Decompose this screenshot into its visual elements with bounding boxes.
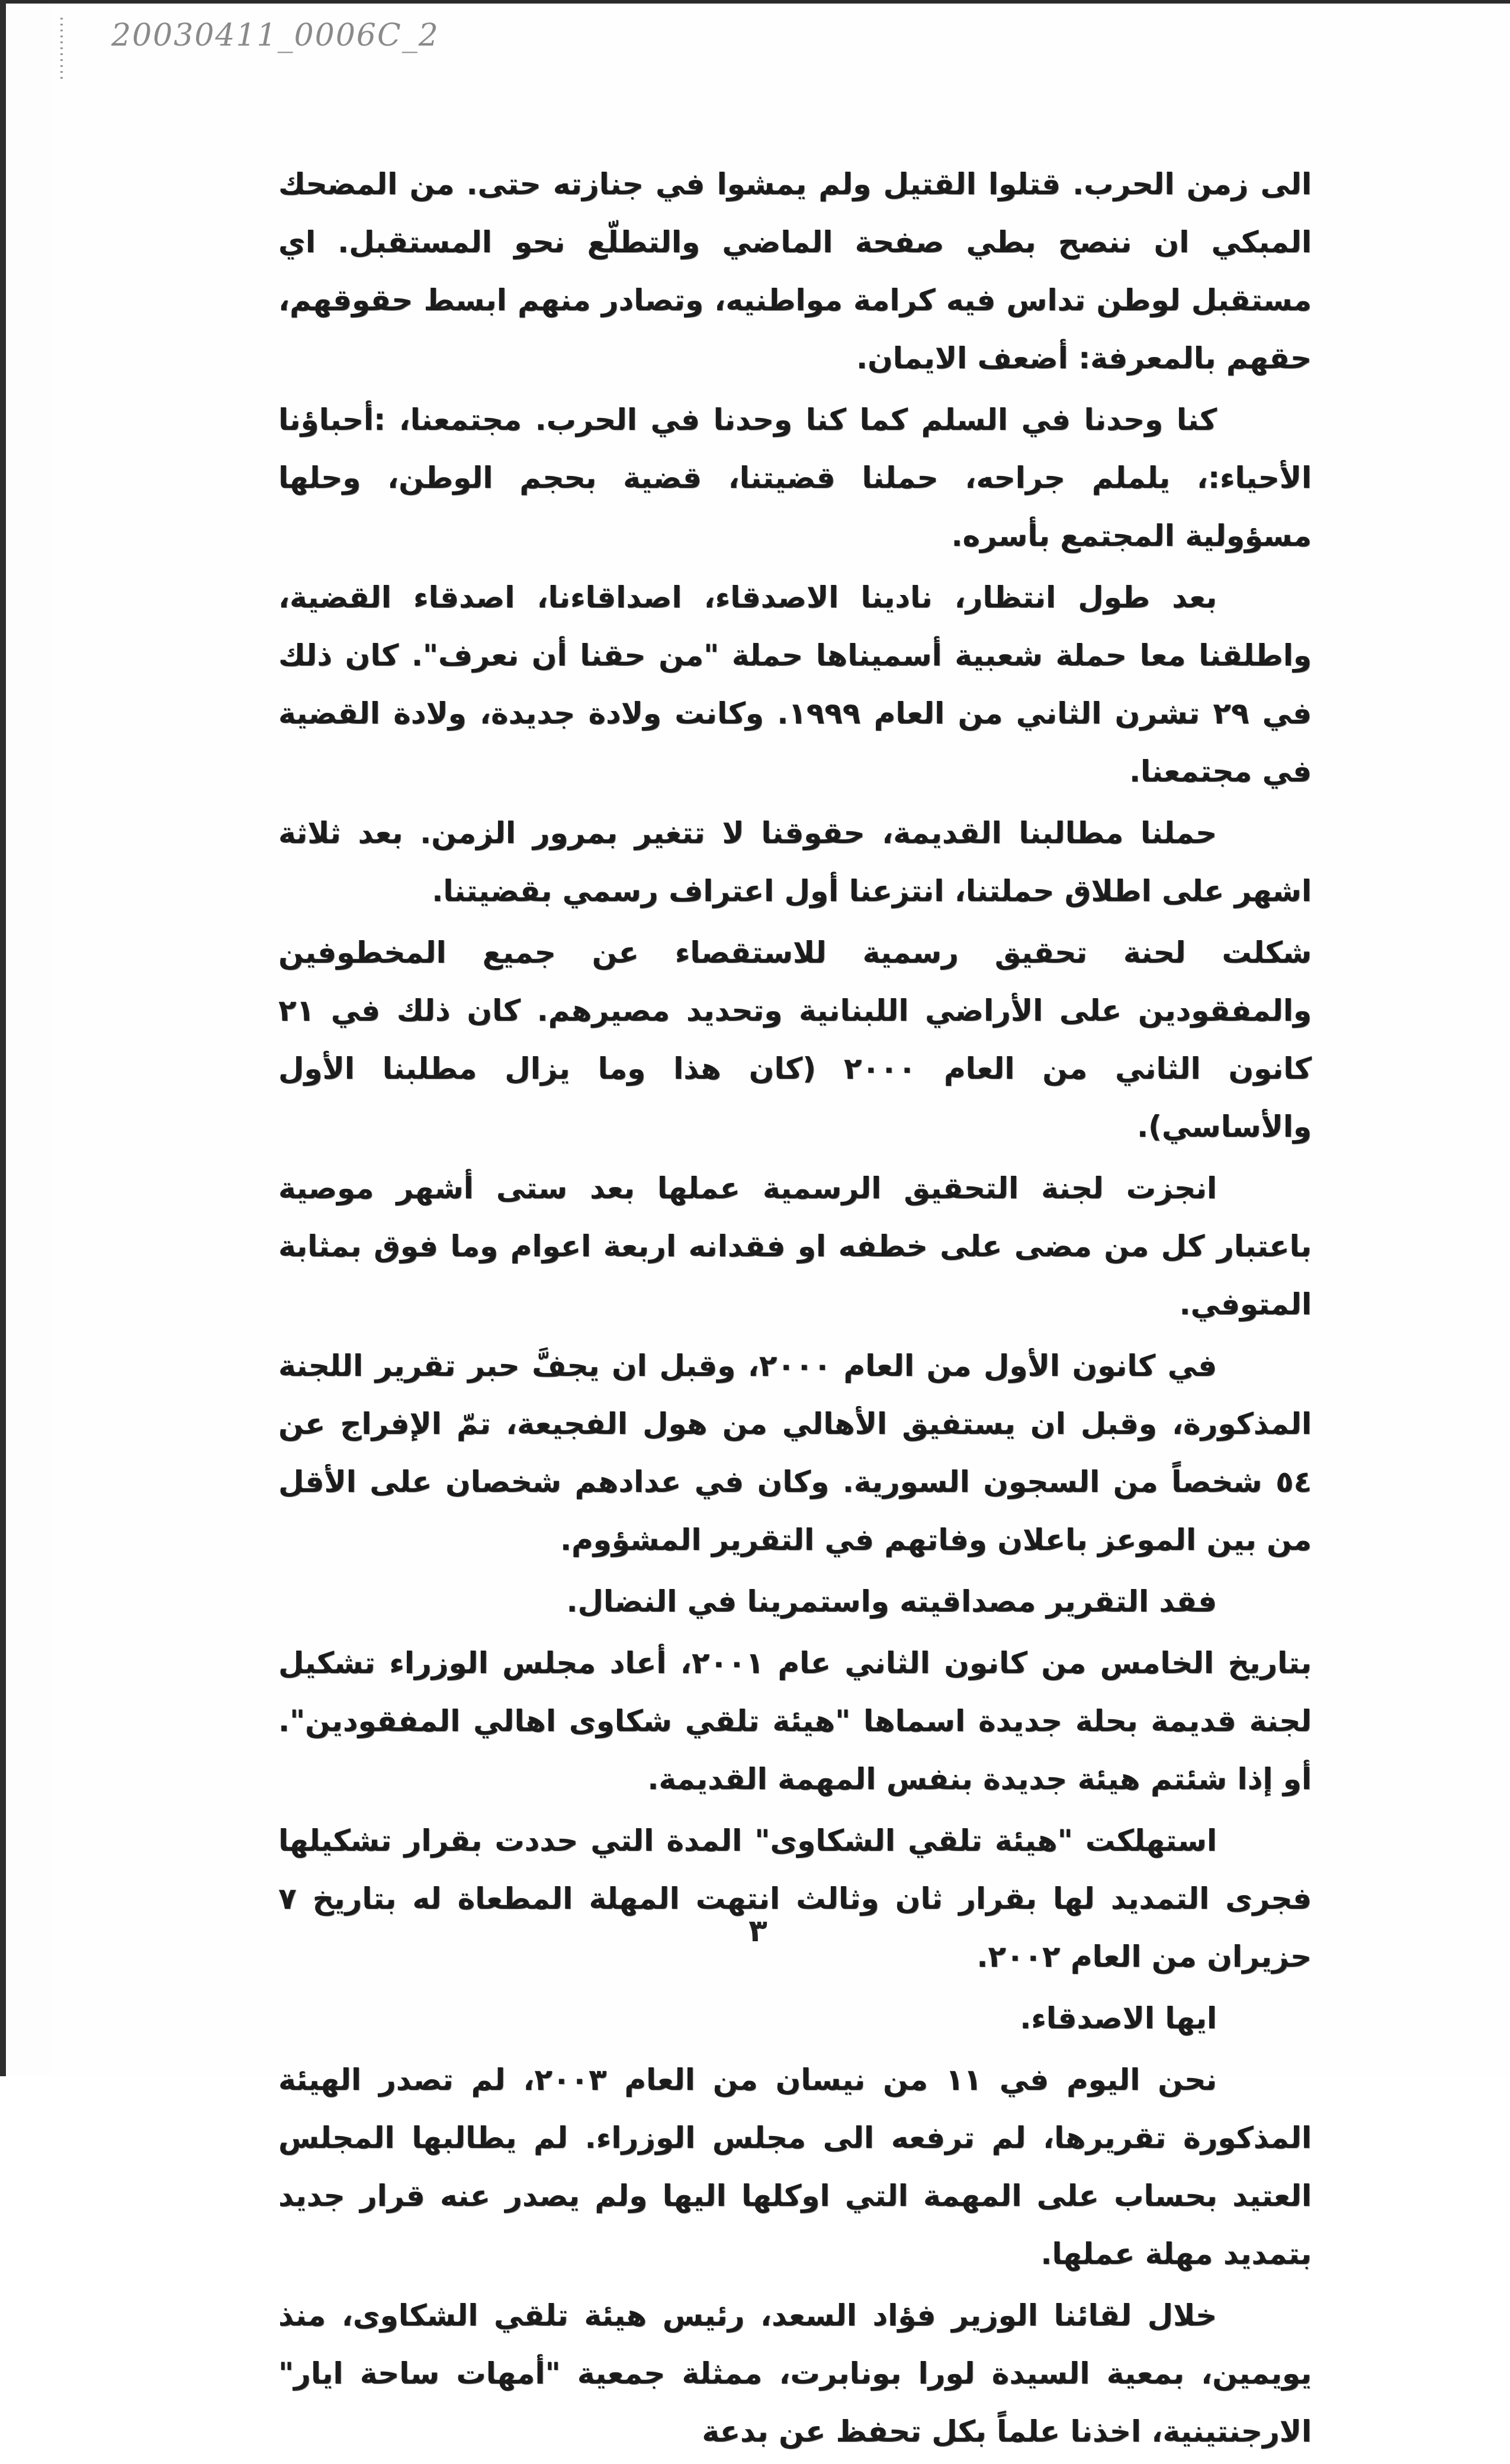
- paragraph: حملنا مطالبنا القديمة، حقوقنا لا تتغير بمرور الزمن. بعد ثلاثة اشهر على اطلاق حملتنا، انتزعنا أول اعتراف رسمي بقضيتنا.: [278, 816, 1312, 908]
- scan-margin: [6, 4, 53, 2076]
- paragraph: نحن اليوم في ١١ من نيسان من العام ٢٠٠٣، لم تصدر الهيئة المذكورة تقريرها، لم ترفعه الى مجلس الوزراء. لم يطالبها المجلس العتيد بحساب على المهمة التي اوكلها اليها ولم يصدر عنه قرار جديد بتمديد مهلة عملها.: [278, 2063, 1312, 2271]
- paragraph: خلال لقائنا الوزير فؤاد السعد، رئيس هيئة تلقي الشكاوى، منذ يويمين، بمعية السيدة لورا بونابرت، ممثلة جمعية "أمهات ساحة ايار" الارجنتينية، اخذنا علماً بكل تحفظ عن بدعة: [278, 2298, 1312, 2449]
- paragraph: بتاريخ الخامس من كانون الثاني عام ٢٠٠١، أعاد مجلس الوزراء تشكيل لجنة قديمة بحلة جديدة اسماها "هيئة تلقي شكاوى اهالي المفقودين". أو إذا شئتم هيئة جديدة بنفس المهمة القديمة.: [278, 1646, 1312, 1796]
- page-number: ٣: [748, 1913, 767, 1949]
- paragraph: انجزت لجنة التحقيق الرسمية عملها بعد ستى أشهر موصية باعتبار كل من مضى على خطفه او فقدانه اربعة اعوام وما فوق بمثابة المتوفي.: [278, 1171, 1312, 1321]
- paragraph: الى زمن الحرب. قتلوا القتيل ولم يمشوا في جنازته حتى. من المضحك المبكي ان ننصح بطي صفحة الماضي والتطلّع نحو المستقبل. اي مستقبل لوطن تداس فيه كرامة مواطنيه، وتصادر منهم ابسط حقوقهم، حقهم بالمعرفة: أضعف الايمان.: [278, 167, 1312, 375]
- binding-marks: [60, 18, 63, 83]
- scan-border-left: [0, 0, 6, 2076]
- paragraph: ايها الاصدقاء.: [1020, 2001, 1217, 2035]
- document-body: [278, 155, 1312, 2464]
- paragraph: كنا وحدنا في السلم كما كنا وحدنا في الحرب. مجتمعنا، :أحباؤنا الأحياء:، يلملم جراحه، حملنا قضيتنا، قضية بحجم الوطن، وحلها مسؤولية المجتمع بأسره.: [278, 403, 1312, 553]
- paragraph: استهلكت "هيئة تلقي الشكاوى" المدة التي حددت بقرار تشكيلها فجرى التمديد لها بقرار ثان وثالث انتهت المهلة المطعاة له بتاريخ ٧ حزيران من العام ٢٠٠٢.: [278, 1823, 1312, 1974]
- paragraph: في كانون الأول من العام ٢٠٠٠، وقبل ان يجفَّ حبر تقرير اللجنة المذكورة، وقبل ان يستفيق الأهالي من هول الفجيعة، تمّ الإفراج عن ٥٤ شخصاً من السجون السورية. وكان في عدادهم شخصان على الأقل من بين الموعز باعلان وفاتهم في التقرير المشؤوم.: [278, 1349, 1312, 1557]
- paragraph: بعد طول انتظار، نادينا الاصدقاء، اصداقاءنا، اصدقاء القضية، واطلقنا معا حملة شعبية أسميناها حملة "من حقنا أن نعرف". كان ذلك في ٢٩ تشرن الثاني من العام ١٩٩٩. وكانت ولادة جديدة، ولادة القضية في مجتمعنا.: [278, 580, 1312, 789]
- paragraph: فقد التقرير مصداقيته واستمرينا في النضال.: [566, 1584, 1217, 1619]
- handwritten-document-id: 20030411_0006C_2: [111, 18, 439, 53]
- paragraph: شكلت لحنة تحقيق رسمية للاستقصاء عن جميع المخطوفين والمفقودين على الأراضي اللبنانية وتحديد مصيرهم. كان ذلك في ٢١ كانون الثاني من العام ٢٠٠٠ (كان هذا وما يزال مطلبنا الأول والأساسي).: [278, 935, 1312, 1144]
